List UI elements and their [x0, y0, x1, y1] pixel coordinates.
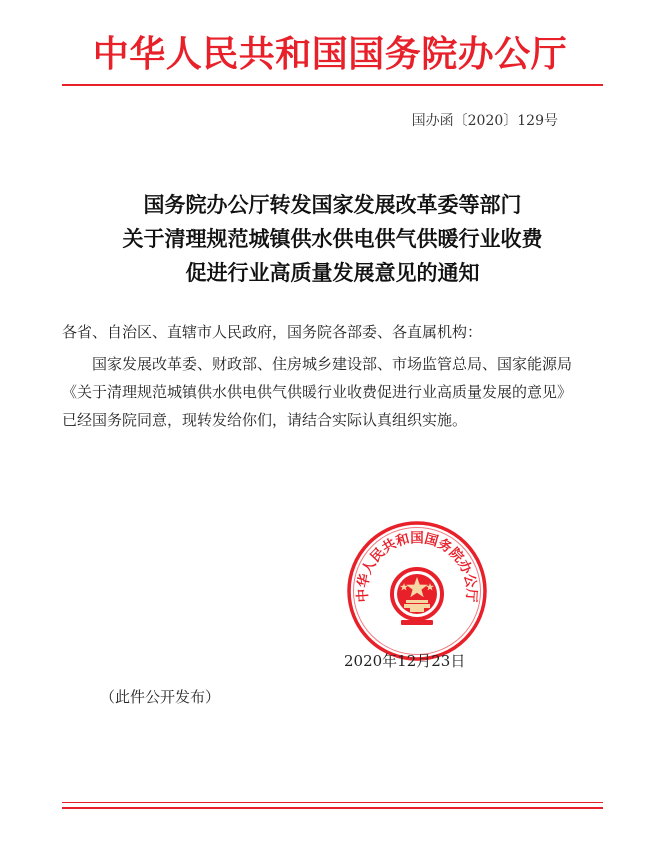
signature-date: 2020年12月23日	[344, 652, 466, 670]
publication-note: （此件公开发布）	[100, 688, 221, 706]
footer-red-rule	[62, 802, 603, 803]
header-red-rule	[62, 84, 603, 86]
national-emblem-icon	[392, 569, 442, 625]
footer-red-rule	[62, 807, 603, 809]
salutation: 各省、自治区、直辖市人民政府，国务院各部委、各直属机构：	[62, 323, 483, 341]
document-title	[62, 188, 603, 290]
official-seal-icon	[346, 520, 488, 662]
title-line: 国务院办公厅转发国家发展改革委等部门	[143, 193, 522, 217]
document-number: 国办函〔2020〕129号	[411, 113, 558, 129]
title-line: 关于清理规范城镇供水供电供气供暖行业收费	[122, 227, 543, 251]
title-line: 促进行业高质量发展意见的通知	[185, 261, 480, 285]
body-paragraph: 国家发展改革委、财政部、住房城乡建设部、市场监管总局、国家能源局《关于清理规范城镇供水供电供气供暖行业收费促进行业高质量发展的意见》已经国务院同意，现转发给你们，请结合实际认真组织实施。	[62, 355, 573, 429]
seal-text: 中华人民共和国国务院办公厅	[354, 530, 480, 603]
document-body	[62, 318, 572, 434]
issuer-header-title: 中华人民共和国国务院办公厅	[92, 34, 568, 75]
